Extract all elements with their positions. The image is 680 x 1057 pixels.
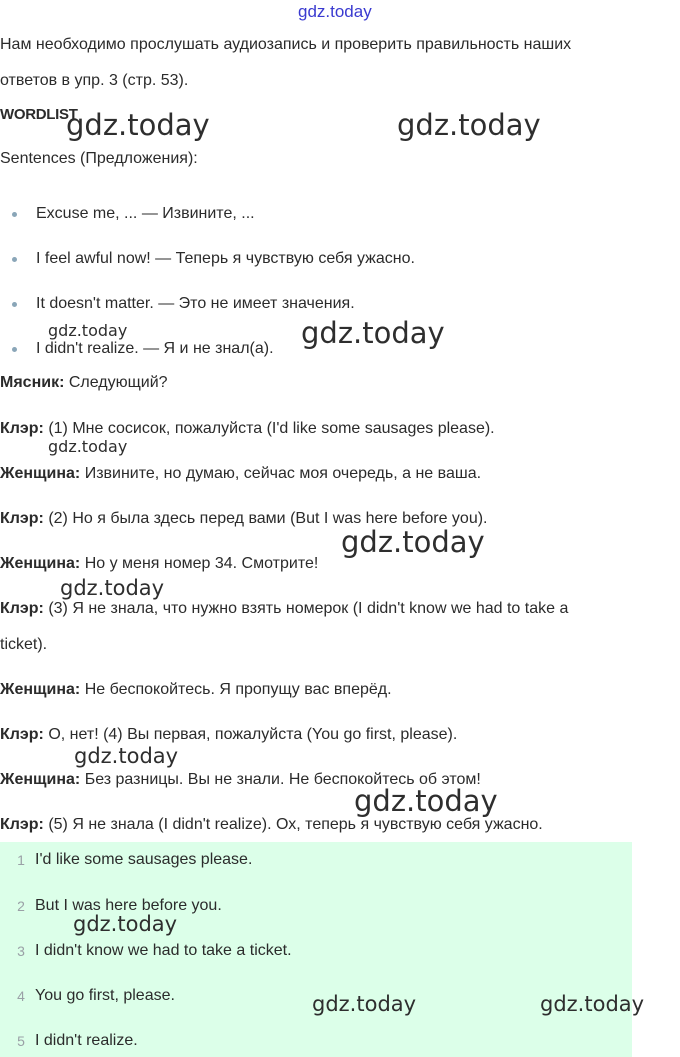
speaker: Клэр:: [0, 510, 44, 527]
line-text: (3) Я не знала, что нужно взять номерок (I didn't know we had to take a: [43, 600, 569, 617]
watermark: gdz.today: [48, 437, 128, 456]
speaker: Женщина:: [0, 771, 81, 788]
line-text: О, нет! (4) Вы первая, пожалуйста (You go first, please).: [43, 726, 458, 743]
speaker: Женщина:: [0, 555, 81, 572]
line-text: (5) Я не знала (I didn't realize). Ох, теперь я чувствую себя ужасно.: [43, 816, 543, 833]
dialogue-line-continued: ticket).: [0, 636, 48, 653]
dialogue-line: [0, 816, 543, 834]
answer-number: 3: [17, 943, 25, 959]
line-text: (1) Мне сосисок, пожалуйста (I'd like some sausages please).: [43, 420, 495, 437]
speaker: Клэр:: [0, 816, 44, 833]
watermark: gdz.today: [73, 912, 178, 936]
list-item-text: I didn't realize. — Я и не знал(а).: [36, 340, 274, 357]
answer-number: 4: [17, 988, 25, 1004]
answers-box: [0, 842, 632, 1057]
dialogue-line: [0, 726, 457, 744]
answer-number: 1: [17, 852, 25, 868]
watermark: gdz.today: [341, 525, 485, 559]
answer-text: I didn't realize.: [35, 1032, 138, 1049]
dialogue-line: [0, 555, 318, 573]
watermark: gdz.today: [397, 108, 541, 142]
sentences-heading: Sentences (Предложения):: [0, 150, 198, 167]
speaker: Клэр:: [0, 600, 44, 617]
dialogue-line: [0, 681, 392, 699]
answer-text: You go first, please.: [35, 987, 175, 1004]
watermark: gdz.today: [60, 576, 165, 600]
dialogue-line: [0, 465, 481, 483]
line-text: Следующий?: [64, 374, 168, 391]
dialogue-line: [0, 420, 495, 438]
line-text: Но у меня номер 34. Смотрите!: [80, 555, 319, 572]
intro-line-1: Нам необходимо прослушать аудиозапись и проверить правильность наших: [0, 36, 572, 53]
line-text: Извините, но думаю, сейчас моя очередь, а не ваша.: [80, 465, 482, 482]
watermark: gdz.today: [301, 316, 445, 350]
watermark: gdz.today: [74, 744, 179, 768]
answer-number: 2: [17, 898, 25, 914]
answer-text: But I was here before you.: [35, 897, 222, 914]
watermark: gdz.today: [312, 992, 417, 1016]
bullet-dot: [12, 257, 17, 262]
watermark: gdz.today: [48, 321, 128, 340]
line-text: Не беспокойтесь. Я пропущу вас вперёд.: [80, 681, 392, 698]
dialogue-line: [0, 600, 568, 618]
line-text: (2) Но я была здесь перед вами (But I was here before you).: [43, 510, 488, 527]
intro-line-2: ответов в упр. 3 (стр. 53).: [0, 72, 189, 89]
watermark: gdz.today: [66, 108, 210, 142]
answer-text: I didn't know we had to take a ticket.: [35, 942, 292, 959]
speaker: Мясник:: [0, 374, 65, 391]
top-watermark: gdz.today: [298, 2, 372, 21]
answer-number: 5: [17, 1033, 25, 1049]
speaker: Женщина:: [0, 465, 81, 482]
speaker: Клэр:: [0, 726, 44, 743]
answer-text: I'd like some sausages please.: [35, 851, 253, 868]
line-text: Без разницы. Вы не знали. Не беспокойтесь об этом!: [80, 771, 481, 788]
list-item-text: I feel awful now! — Теперь я чувствую себя ужасно.: [36, 250, 415, 267]
watermark: gdz.today: [354, 784, 498, 818]
wordlist-heading: WORDLIST: [0, 106, 78, 123]
bullet-dot: [12, 347, 17, 352]
dialogue-line: [0, 374, 168, 392]
bullet-dot: [12, 212, 17, 217]
speaker: Женщина:: [0, 681, 81, 698]
list-item-text: Excuse me, ... — Извините, ...: [36, 205, 255, 222]
speaker: Клэр:: [0, 420, 44, 437]
list-item-text: It doesn't matter. — Это не имеет значения.: [36, 295, 355, 312]
watermark: gdz.today: [540, 992, 645, 1016]
bullet-dot: [12, 302, 17, 307]
